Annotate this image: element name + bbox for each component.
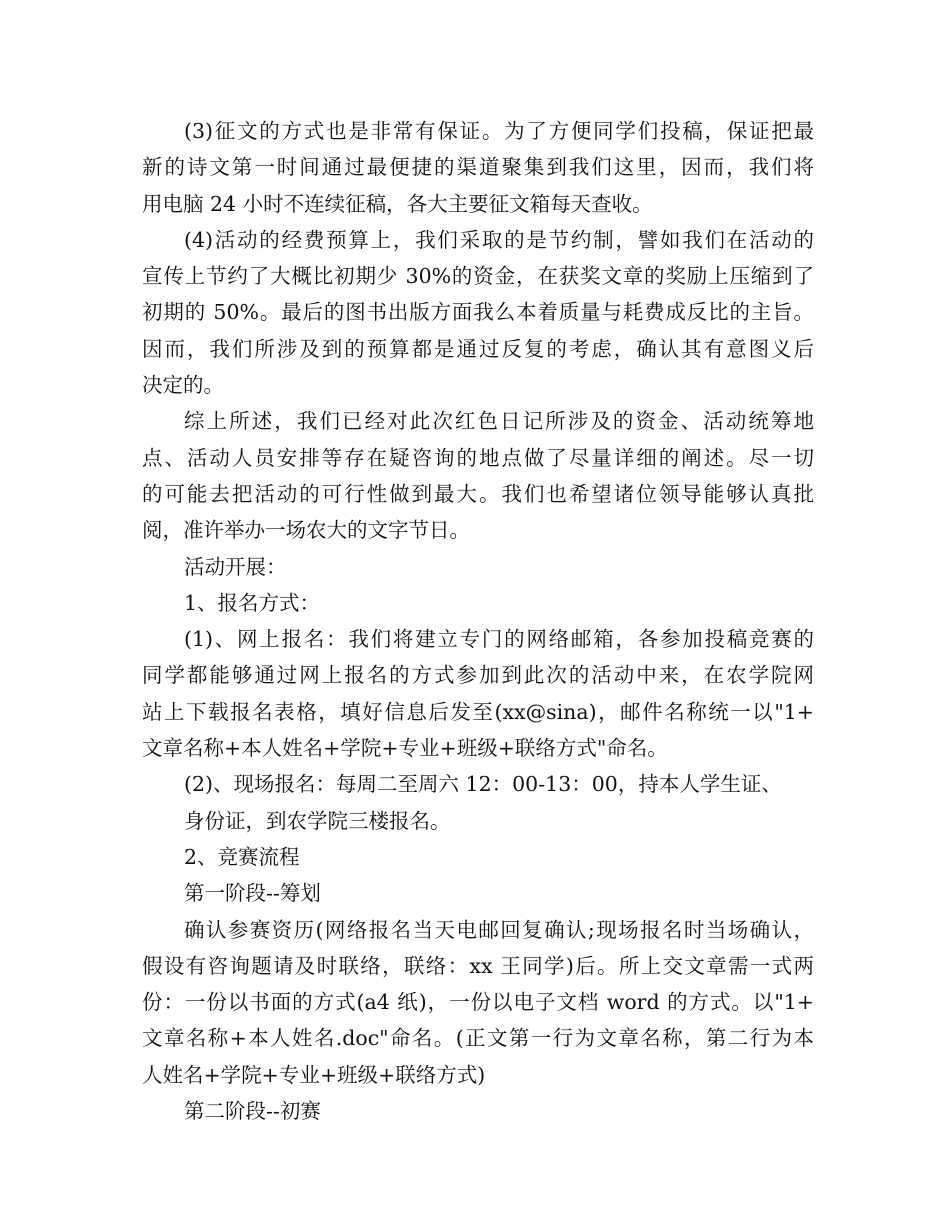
paragraph-line: 同学都能够通过网上报名的方式参加到此次的活动中来，在农学院网 <box>142 663 814 688</box>
paragraph-line: 站上下载报名表格，填好信息后发至(xx@sina)，邮件名称统一以"1+ <box>142 699 814 724</box>
paragraph-line: 阅，准许举办一场农大的文字节日。 <box>142 518 470 543</box>
section-heading: 活动开展： <box>184 554 287 579</box>
document-page <box>142 113 814 1129</box>
paragraph-line: (1)、网上报名：我们将建立专门的网络邮箱，各参加投稿竞赛的 <box>184 627 814 652</box>
paragraph-line: 综上所述，我们已经对此次红色日记所涉及的资金、活动统筹地 <box>184 409 814 434</box>
section-heading: 2、竞赛流程 <box>184 844 300 869</box>
paragraph-line: 决定的。 <box>142 373 224 398</box>
paragraph-line: 身份证，到农学院三楼报名。 <box>184 808 451 833</box>
section-heading: 1、报名方式： <box>184 590 321 615</box>
paragraph-line: (4)活动的经费预算上，我们采取的是节约制，譬如我们在活动的 <box>184 227 814 252</box>
paragraph-line: 宣传上节约了大概比初期少 30%的资金，在获奖文章的奖励上压缩到了 <box>142 264 814 289</box>
paragraph-line: (2)、现场报名：每周二至周六 12：00-13：00，持本人学生证、 <box>184 772 782 797</box>
paragraph-line: 用电脑 24 小时不连续征稿，各大主要征文箱每天查收。 <box>142 191 653 216</box>
paragraph-line: 因而，我们所涉及到的预算都是通过反复的考虑，确认其有意图义后 <box>142 336 814 361</box>
paragraph-line: 人姓名+学院+专业+班级+联络方式) <box>142 1062 486 1087</box>
paragraph-line: 点、活动人员安排等存在疑咨询的地点做了尽量详细的阐述。尽一切 <box>142 445 814 470</box>
paragraph-line: 份：一份以书面的方式(a4 纸)，一份以电子文档 word 的方式。以"1+ <box>142 990 814 1015</box>
paragraph-line: 确认参赛资历(网络报名当天电邮回复确认;现场报名时当场确认， <box>184 917 814 942</box>
paragraph-line: 假设有咨询题请及时联络，联络：xx 王同学)后。所上交文章需一式两 <box>142 953 814 978</box>
paragraph-line: 文章名称+本人姓名+学院+专业+班级+联络方式"命名。 <box>142 736 668 761</box>
paragraph-line: 新的诗文第一时间通过最便捷的渠道聚集到我们这里，因而，我们将 <box>142 155 814 180</box>
section-heading: 第二阶段--初赛 <box>184 1099 321 1124</box>
paragraph-line: (3)征文的方式也是非常有保证。为了方便同学们投稿，保证把最 <box>184 119 814 143</box>
paragraph-line: 初期的 50%。最后的图书出版方面我么本着质量与耗费成反比的主旨。 <box>142 300 814 325</box>
section-heading: 第一阶段--筹划 <box>184 881 321 906</box>
paragraph-line: 文章名称+本人姓名.doc"命名。(正文第一行为文章名称，第二行为本 <box>142 1026 814 1051</box>
paragraph-line: 的可能去把活动的可行性做到最大。我们也希望诸位领导能够认真批 <box>142 481 814 506</box>
